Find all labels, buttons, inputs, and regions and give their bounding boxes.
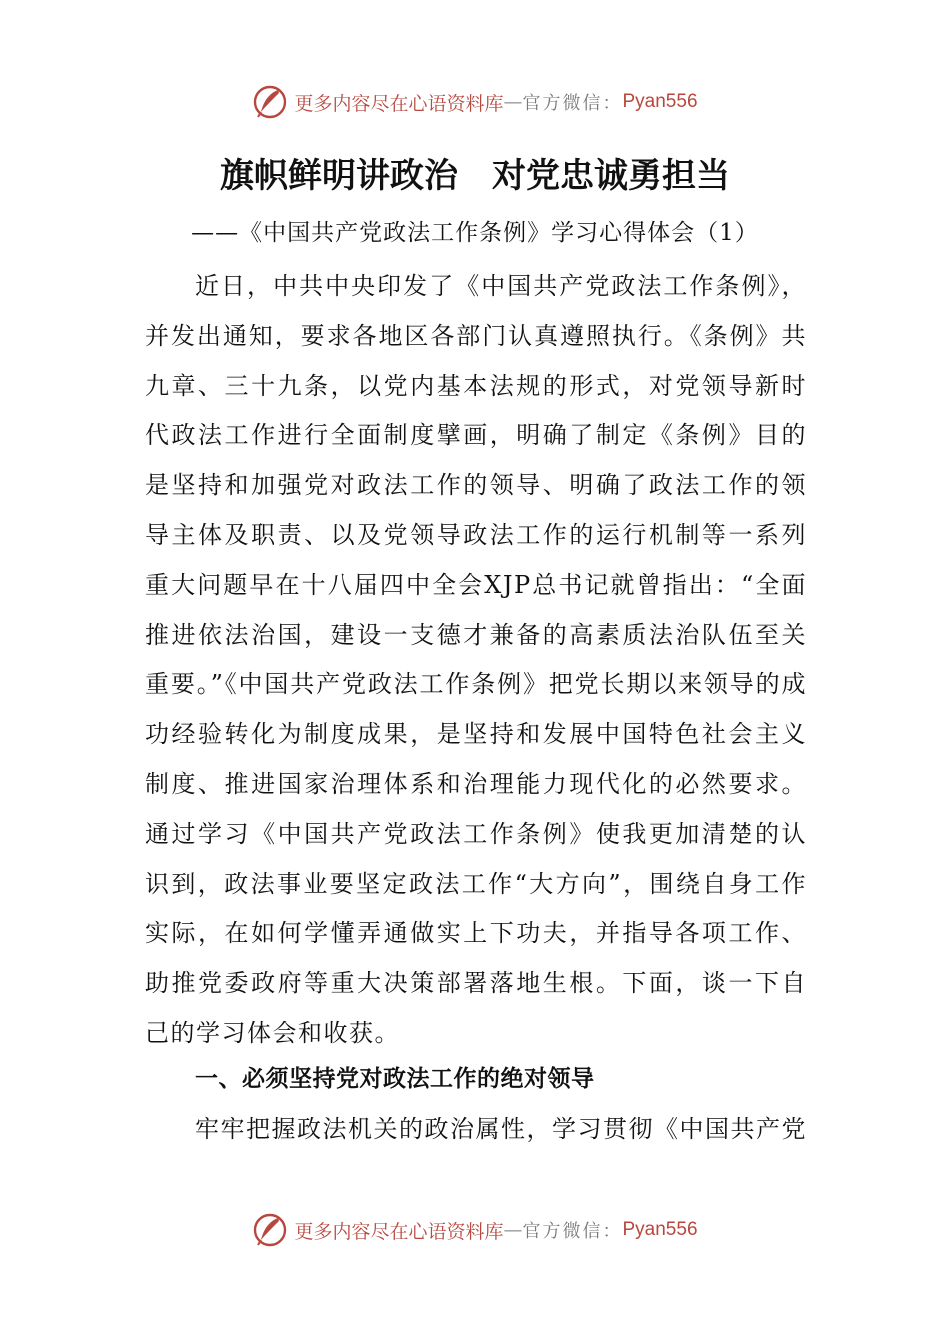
quill-pen-logo-icon bbox=[252, 84, 288, 120]
banner-dash: — bbox=[503, 91, 523, 113]
banner-dash: — bbox=[503, 1219, 523, 1241]
banner-wechat-id: Pyan556 bbox=[622, 91, 698, 112]
banner-library-text: 更多内容尽在心语资料库 bbox=[294, 1220, 504, 1243]
header-banner bbox=[0, 82, 950, 122]
document-subtitle: ——《中国共产党政法工作条例》学习心得体会（1） bbox=[191, 220, 759, 246]
banner-wechat-label: 官方微信： bbox=[522, 93, 623, 114]
banner-wechat-label: 官方微信： bbox=[522, 1221, 623, 1242]
banner-wechat-id: Pyan556 bbox=[622, 1219, 698, 1240]
document-title bbox=[0, 148, 950, 197]
banner-library-text: 更多内容尽在心语资料库 bbox=[294, 92, 504, 115]
paragraph-2: 牢牢把握政法机关的政治属性，学习贯彻《中国共产党 bbox=[195, 1115, 807, 1143]
section-heading-1: 一、必须坚持党对政法工作的绝对领导 bbox=[195, 1066, 595, 1092]
title-part-2: 对党忠诚勇担当 bbox=[492, 156, 730, 196]
footer-banner bbox=[0, 1210, 950, 1250]
title-part-1: 旗帜鲜明讲政治 bbox=[220, 156, 458, 196]
quill-pen-logo-icon bbox=[252, 1212, 288, 1248]
paragraph-1: 近日，中共中央印发了《中国共产党政法工作条例》，并发出通知，要求各地区各部门认真遵照执行。《条例》共九章、三十九条，以党内基本法规的形式，对党领导新时代政法工作进行全面制度擘画，明确了制定《条例》目的是坚持和加强党对政法工作的领导、明确了政法工作的领导主体及职责、以及党领导政法工作的运行机制等一系列重大问题早在十八届四中全会XJP总书记就曾指出：“全面推进依法治国，建设一支德才兼备的高素质法治队伍至关重要。”《中国共产党政法工作条例》把党长期以来领导的成功经验转化为制度成果，是坚持和发展中国特色社会主义制度、推进国家治理体系和治理能力现代化的必然要求。通过学习《中国共产党政法工作条例》使我更加清楚的认识到，政法事业要坚定政法工作“大方向”，围绕自身工作实际，在如何学懂弄通做实上下功夫，并指导各项工作、助推党委政府等重大决策部署落地生根。下面，谈一下自己的学习体会和收获。 bbox=[145, 272, 807, 1047]
document-body bbox=[145, 262, 807, 1059]
